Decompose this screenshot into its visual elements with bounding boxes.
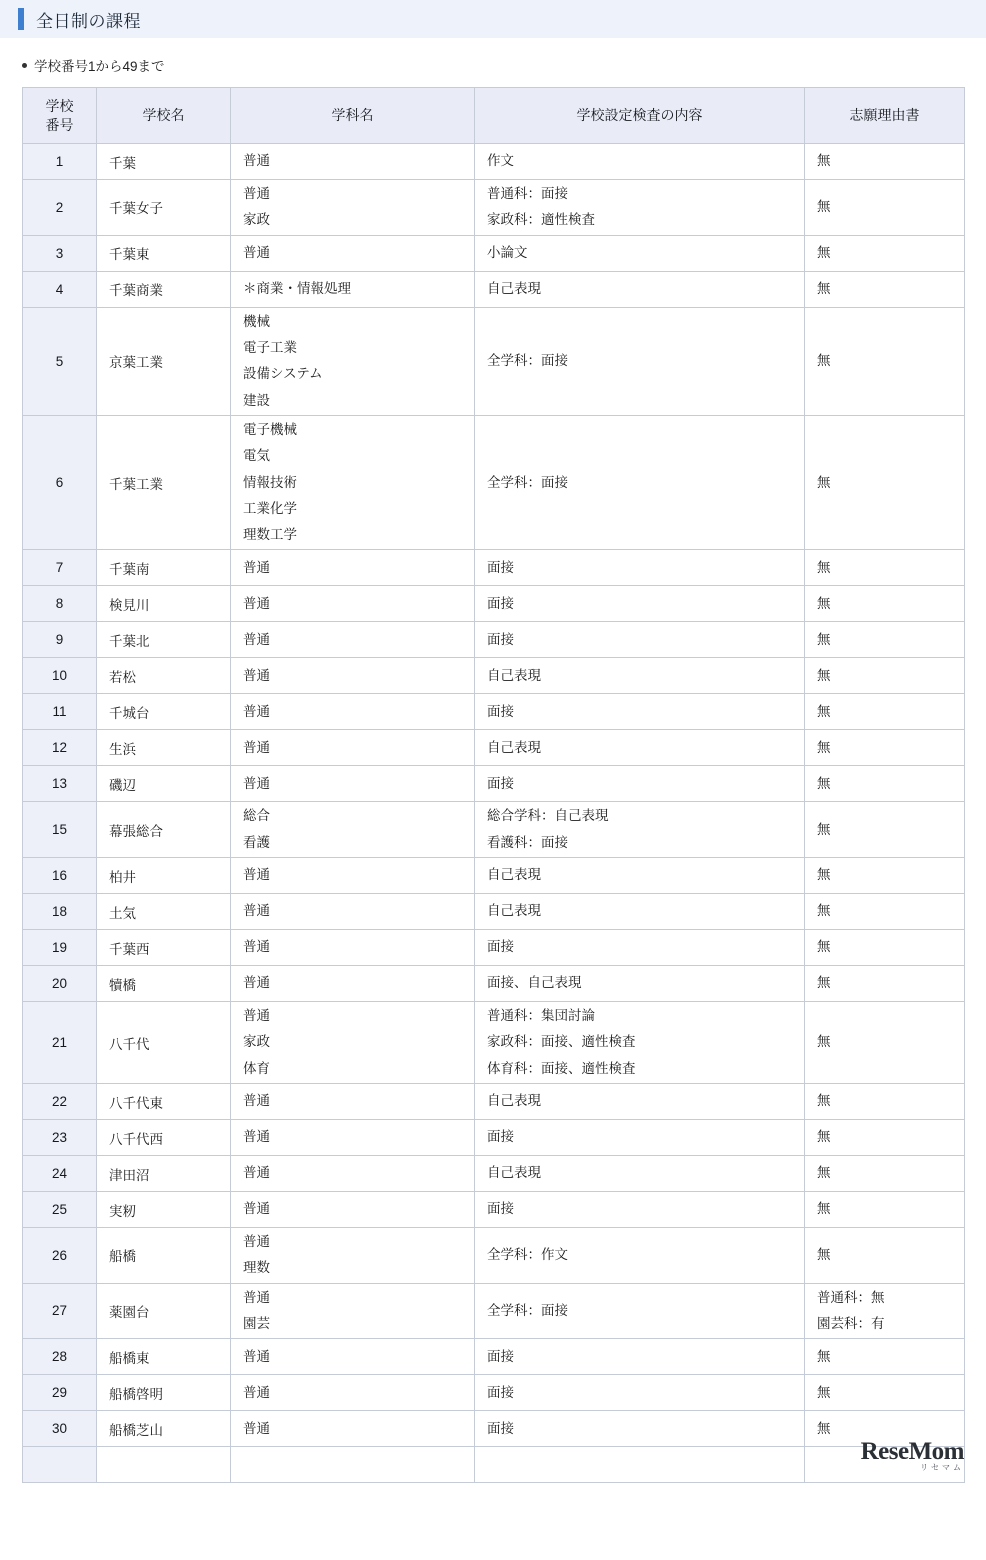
cell-exam-content-line: 総合学科：自己表現 — [487, 808, 609, 824]
cell-department-line: 園芸 — [243, 1315, 270, 1331]
cell-exam-content-line: 自己表現 — [487, 867, 541, 883]
cell-department-line: 普通 — [243, 1289, 270, 1305]
col-header-reason-document: 志願理由書 — [805, 88, 965, 144]
cell-department — [231, 1156, 475, 1192]
cell-reason-document-line: 無 — [817, 1093, 831, 1109]
cell-school-name: 幕張総合 — [97, 802, 231, 858]
cell-reason-document — [805, 550, 965, 586]
cell-department-line: 電子機械 — [243, 421, 297, 437]
cell-department — [231, 1339, 475, 1375]
cell-department-line: 普通 — [243, 153, 270, 169]
table-row — [23, 1084, 965, 1120]
cell-reason-document-line: 無 — [817, 1165, 831, 1181]
cell-exam-content-line: 全学科：面接 — [487, 474, 568, 490]
cell-school-number: 8 — [23, 586, 97, 622]
cell-reason-document-line: 無 — [817, 595, 831, 611]
cell-school-name: 千葉 — [97, 144, 231, 180]
cell-department — [231, 180, 475, 236]
cell-reason-document — [805, 235, 965, 271]
cell-reason-document — [805, 415, 965, 550]
cell-department-line: 理数 — [243, 1260, 270, 1276]
cell-department-line: 普通 — [243, 1201, 270, 1217]
cell-exam-content — [475, 307, 805, 415]
cell-department-line: 普通 — [243, 867, 270, 883]
cell-department-line: 電子工業 — [243, 339, 297, 355]
cell-reason-document — [805, 1228, 965, 1284]
cell-department-line: 家政 — [243, 212, 270, 228]
cell-school-name: 船橋啓明 — [97, 1375, 231, 1411]
cell-department — [231, 1084, 475, 1120]
cell-department-line: 情報技術 — [243, 474, 297, 490]
cell-department — [231, 802, 475, 858]
cell-school-number: 1 — [23, 144, 97, 180]
cell-department-line: 普通 — [243, 1348, 270, 1364]
table-row — [23, 1375, 965, 1411]
cell-exam-content-line: 面接 — [487, 1129, 514, 1145]
cell-school-name: 八千代東 — [97, 1084, 231, 1120]
cell-department — [231, 1411, 475, 1447]
cell-exam-content — [475, 802, 805, 858]
cell-exam-content-line: 面接 — [487, 1348, 514, 1364]
cell-exam-content — [475, 1156, 805, 1192]
cell-department-line: 普通 — [243, 631, 270, 647]
cell-school-name: 柏井 — [97, 858, 231, 894]
cell-exam-content — [475, 766, 805, 802]
cell-reason-document-line: 無 — [817, 199, 831, 215]
cell-exam-content — [475, 235, 805, 271]
logo-subtext: リセマム — [920, 1463, 964, 1473]
cell-department — [231, 966, 475, 1002]
cell-reason-document — [805, 144, 965, 180]
cell-reason-document-line: 無 — [817, 903, 831, 919]
cell-exam-content-line: 面接 — [487, 1420, 514, 1436]
cell-department-line: 普通 — [243, 975, 270, 991]
cell-department — [231, 858, 475, 894]
cell-reason-document — [805, 858, 965, 894]
cell-school-name: 土気 — [97, 894, 231, 930]
cell-department — [231, 144, 475, 180]
table-row — [23, 1228, 965, 1284]
cell-school-number: 4 — [23, 271, 97, 307]
cell-school-number: 19 — [23, 930, 97, 966]
table-row — [23, 550, 965, 586]
cell-exam-content — [475, 966, 805, 1002]
cell-reason-document-line: 無 — [817, 1129, 831, 1145]
cell-reason-document-line: 無 — [817, 559, 831, 575]
cell-school-name: 実籾 — [97, 1192, 231, 1228]
cell-school-number: 25 — [23, 1192, 97, 1228]
cell-exam-content-line: 作文 — [487, 153, 514, 169]
col-header-school-number-l1: 学校 — [45, 97, 74, 114]
cell-reason-document-line: 無 — [817, 1348, 831, 1364]
col-header-department: 学科名 — [231, 88, 475, 144]
col-header-school-name: 学校名 — [97, 88, 231, 144]
cell-school-number: 28 — [23, 1339, 97, 1375]
cell-department-line: ＊商業・情報処理 — [243, 280, 351, 296]
cell-exam-content-line: 面接 — [487, 703, 514, 719]
cell-department — [231, 930, 475, 966]
cell-department-line: 工業化学 — [243, 500, 297, 516]
cell-reason-document — [805, 586, 965, 622]
cell-exam-content — [475, 1192, 805, 1228]
cell-reason-document-line: 園芸科：有 — [817, 1315, 885, 1331]
table-row — [23, 1002, 965, 1084]
cell-reason-document-line: 無 — [817, 867, 831, 883]
cell-department — [231, 1120, 475, 1156]
cell-partial — [97, 1447, 231, 1483]
table-row — [23, 415, 965, 550]
table-row — [23, 1156, 965, 1192]
cell-school-name: 検見川 — [97, 586, 231, 622]
cell-school-number: 2 — [23, 180, 97, 236]
cell-reason-document — [805, 622, 965, 658]
cell-reason-document — [805, 1339, 965, 1375]
cell-exam-content-line: 体育科：面接、適性検査 — [487, 1060, 636, 1076]
table-row — [23, 1283, 965, 1339]
cell-reason-document — [805, 894, 965, 930]
cell-exam-content — [475, 1411, 805, 1447]
cell-department-line: 普通 — [243, 1129, 270, 1145]
cell-department — [231, 235, 475, 271]
cell-school-number: 22 — [23, 1084, 97, 1120]
cell-reason-document-line: 無 — [817, 775, 831, 791]
cell-school-number: 30 — [23, 1411, 97, 1447]
cell-department — [231, 271, 475, 307]
table-body — [23, 144, 965, 1483]
cell-school-number: 26 — [23, 1228, 97, 1284]
cell-school-name: 千葉女子 — [97, 180, 231, 236]
cell-school-name: 薬園台 — [97, 1283, 231, 1339]
table-row — [23, 930, 965, 966]
cell-school-name: 若松 — [97, 658, 231, 694]
cell-reason-document — [805, 1192, 965, 1228]
cell-reason-document — [805, 1002, 965, 1084]
cell-school-number: 18 — [23, 894, 97, 930]
cell-department — [231, 622, 475, 658]
table-row — [23, 1120, 965, 1156]
resemom-logo — [861, 1438, 964, 1473]
cell-reason-document — [805, 930, 965, 966]
cell-school-name: 千葉南 — [97, 550, 231, 586]
table-row — [23, 622, 965, 658]
cell-reason-document-line: 無 — [817, 821, 831, 837]
table-row — [23, 966, 965, 1002]
cell-exam-content-line: 小論文 — [487, 244, 528, 260]
cell-school-name: 磯辺 — [97, 766, 231, 802]
cell-exam-content — [475, 550, 805, 586]
cell-reason-document-line: 無 — [817, 1384, 831, 1400]
cell-department — [231, 586, 475, 622]
table-row — [23, 1192, 965, 1228]
cell-reason-document — [805, 1375, 965, 1411]
cell-reason-document-line: 無 — [817, 1034, 831, 1050]
cell-school-number: 7 — [23, 550, 97, 586]
cell-school-number: 3 — [23, 235, 97, 271]
cell-school-name: 京葉工業 — [97, 307, 231, 415]
table-row — [23, 180, 965, 236]
cell-department-line: 体育 — [243, 1060, 270, 1076]
cell-department-line: 電気 — [243, 448, 270, 464]
table-row — [23, 658, 965, 694]
cell-reason-document — [805, 1084, 965, 1120]
cell-reason-document-line: 無 — [817, 703, 831, 719]
cell-reason-document-line: 無 — [817, 667, 831, 683]
cell-department — [231, 894, 475, 930]
cell-department-line: 普通 — [243, 739, 270, 755]
cell-exam-content — [475, 622, 805, 658]
cell-exam-content — [475, 1339, 805, 1375]
note-line — [22, 55, 986, 75]
cell-exam-content-line: 面接 — [487, 939, 514, 955]
cell-department — [231, 694, 475, 730]
cell-reason-document-line: 無 — [817, 1201, 831, 1217]
cell-department — [231, 550, 475, 586]
cell-department — [231, 415, 475, 550]
cell-exam-content-line: 全学科：面接 — [487, 1302, 568, 1318]
cell-reason-document — [805, 658, 965, 694]
cell-school-name: 千葉東 — [97, 235, 231, 271]
table-row — [23, 802, 965, 858]
cell-school-name: 八千代西 — [97, 1120, 231, 1156]
cell-exam-content-line: 面接 — [487, 595, 514, 611]
cell-school-number: 27 — [23, 1283, 97, 1339]
cell-department-line: 理数工学 — [243, 527, 297, 543]
cell-reason-document-line: 無 — [817, 739, 831, 755]
cell-exam-content-line: 面接 — [487, 1384, 514, 1400]
cell-school-number: 23 — [23, 1120, 97, 1156]
cell-department-line: 総合 — [243, 808, 270, 824]
table-row — [23, 144, 965, 180]
cell-department-line: 普通 — [243, 667, 270, 683]
cell-exam-content-line: 自己表現 — [487, 739, 541, 755]
cell-school-number: 24 — [23, 1156, 97, 1192]
cell-department-line: 普通 — [243, 559, 270, 575]
cell-exam-content-line: 家政科：適性検査 — [487, 212, 595, 228]
table-row — [23, 730, 965, 766]
cell-department — [231, 1375, 475, 1411]
cell-exam-content — [475, 271, 805, 307]
cell-department — [231, 307, 475, 415]
table-row — [23, 694, 965, 730]
note-text: 学校番号1から49まで — [34, 59, 165, 74]
cell-school-name: 船橋東 — [97, 1339, 231, 1375]
cell-reason-document-line: 無 — [817, 1247, 831, 1263]
cell-exam-content — [475, 1375, 805, 1411]
table-row — [23, 235, 965, 271]
page-title: 全日制の課程 — [36, 11, 141, 31]
cell-exam-content-line: 自己表現 — [487, 903, 541, 919]
cell-exam-content — [475, 1228, 805, 1284]
cell-department-line: 普通 — [243, 1093, 270, 1109]
cell-exam-content — [475, 1120, 805, 1156]
cell-department-line: 設備システム — [243, 366, 323, 382]
cell-school-number: 6 — [23, 415, 97, 550]
cell-school-name: 津田沼 — [97, 1156, 231, 1192]
cell-school-number: 15 — [23, 802, 97, 858]
cell-reason-document-line: 無 — [817, 939, 831, 955]
cell-exam-content — [475, 694, 805, 730]
col-header-exam-content: 学校設定検査の内容 — [475, 88, 805, 144]
cell-exam-content — [475, 658, 805, 694]
cell-department-line: 建設 — [243, 392, 270, 408]
cell-exam-content — [475, 415, 805, 550]
cell-reason-document — [805, 1283, 965, 1339]
col-header-school-number — [23, 88, 97, 144]
cell-reason-document — [805, 271, 965, 307]
table-container — [0, 87, 986, 1483]
cell-reason-document — [805, 766, 965, 802]
cell-reason-document — [805, 966, 965, 1002]
cell-reason-document-line: 無 — [817, 1420, 831, 1436]
cell-school-number: 13 — [23, 766, 97, 802]
cell-exam-content — [475, 894, 805, 930]
table-row — [23, 307, 965, 415]
cell-school-name: 生浜 — [97, 730, 231, 766]
cell-exam-content-line: 面接 — [487, 559, 514, 575]
cell-department-line: 普通 — [243, 186, 270, 201]
cell-department-line: 普通 — [243, 703, 270, 719]
table-row — [23, 1411, 965, 1447]
cell-school-name: 八千代 — [97, 1002, 231, 1084]
cell-exam-content-line: 面接 — [487, 775, 514, 791]
cell-reason-document-line: 無 — [817, 280, 831, 296]
cell-department-line: 普通 — [243, 1165, 270, 1181]
cell-school-number: 10 — [23, 658, 97, 694]
cell-department-line: 普通 — [243, 595, 270, 611]
cell-department-line: 機械 — [243, 313, 270, 329]
cell-exam-content-line: 面接、自己表現 — [487, 975, 582, 991]
cell-exam-content — [475, 180, 805, 236]
cell-reason-document — [805, 180, 965, 236]
cell-school-name: 千葉西 — [97, 930, 231, 966]
cell-school-number: 20 — [23, 966, 97, 1002]
cell-reason-document — [805, 307, 965, 415]
cell-exam-content — [475, 144, 805, 180]
cell-department-line: 普通 — [243, 775, 270, 791]
cell-department — [231, 766, 475, 802]
bullet-icon — [22, 63, 27, 68]
col-header-school-number-l2: 番号 — [45, 116, 74, 133]
cell-exam-content — [475, 1084, 805, 1120]
cell-exam-content — [475, 1002, 805, 1084]
accent-bar-icon — [18, 8, 24, 30]
cell-department — [231, 730, 475, 766]
cell-exam-content — [475, 730, 805, 766]
table-row — [23, 1339, 965, 1375]
cell-reason-document — [805, 730, 965, 766]
cell-reason-document-line: 無 — [817, 353, 831, 369]
cell-school-number: 16 — [23, 858, 97, 894]
cell-exam-content-line: 自己表現 — [487, 280, 541, 296]
cell-reason-document — [805, 1120, 965, 1156]
logo-wordmark: ReseMom — [860, 1438, 964, 1466]
cell-school-name: 犢橋 — [97, 966, 231, 1002]
cell-school-number: 11 — [23, 694, 97, 730]
cell-school-number: 29 — [23, 1375, 97, 1411]
cell-department — [231, 1192, 475, 1228]
cell-partial — [231, 1447, 475, 1483]
table-row — [23, 858, 965, 894]
cell-school-name: 千葉北 — [97, 622, 231, 658]
cell-department — [231, 1228, 475, 1284]
cell-exam-content-line: 自己表現 — [487, 667, 541, 683]
cell-exam-content — [475, 930, 805, 966]
cell-department-line: 普通 — [243, 244, 270, 260]
cell-exam-content-line: 普通科：集団討論 — [487, 1008, 595, 1024]
cell-exam-content-line: 自己表現 — [487, 1165, 541, 1181]
cell-department-line: 普通 — [243, 939, 270, 955]
table-row — [23, 766, 965, 802]
cell-exam-content-line: 面接 — [487, 631, 514, 647]
cell-department-line: 普通 — [243, 1420, 270, 1436]
table-row — [23, 894, 965, 930]
schools-table — [22, 87, 965, 1483]
cell-school-name: 千葉工業 — [97, 415, 231, 550]
cell-reason-document-line: 無 — [817, 244, 831, 260]
cell-exam-content-line: 自己表現 — [487, 1093, 541, 1109]
cell-exam-content-line: 全学科：面接 — [487, 353, 568, 369]
cell-department-line: 普通 — [243, 1008, 270, 1024]
cell-exam-content-line: 面接 — [487, 1201, 514, 1217]
cell-exam-content — [475, 1283, 805, 1339]
cell-exam-content-line: 家政科：面接、適性検査 — [487, 1034, 636, 1050]
cell-department — [231, 658, 475, 694]
cell-department-line: 家政 — [243, 1034, 270, 1050]
cell-school-name: 千城台 — [97, 694, 231, 730]
cell-reason-document — [805, 802, 965, 858]
cell-reason-document-line: 無 — [817, 631, 831, 647]
cell-school-number: 12 — [23, 730, 97, 766]
cell-department-line: 普通 — [243, 1234, 270, 1249]
cell-exam-content-line: 普通科：面接 — [487, 186, 568, 201]
cell-reason-document-line: 無 — [817, 153, 831, 169]
cell-reason-document — [805, 694, 965, 730]
cell-school-number: 9 — [23, 622, 97, 658]
cell-department — [231, 1283, 475, 1339]
cell-department-line: 看護 — [243, 834, 270, 850]
cell-department-line: 普通 — [243, 903, 270, 919]
cell-exam-content-line: 看護科：面接 — [487, 834, 568, 850]
section-header — [0, 0, 986, 38]
table-header-row — [23, 88, 965, 144]
cell-exam-content — [475, 586, 805, 622]
table-row — [23, 271, 965, 307]
cell-school-number: 5 — [23, 307, 97, 415]
table-row-partial — [23, 1447, 965, 1483]
cell-reason-document-line: 無 — [817, 474, 831, 490]
table-row — [23, 586, 965, 622]
cell-exam-content-line: 全学科：作文 — [487, 1247, 568, 1263]
cell-exam-content — [475, 858, 805, 894]
cell-partial — [23, 1447, 97, 1483]
cell-reason-document-line: 無 — [817, 975, 831, 991]
cell-reason-document — [805, 1156, 965, 1192]
cell-department — [231, 1002, 475, 1084]
cell-reason-document-line: 普通科：無 — [817, 1289, 885, 1305]
cell-school-name: 千葉商業 — [97, 271, 231, 307]
cell-department-line: 普通 — [243, 1384, 270, 1400]
cell-school-name: 船橋 — [97, 1228, 231, 1284]
cell-school-number: 21 — [23, 1002, 97, 1084]
cell-school-name: 船橋芝山 — [97, 1411, 231, 1447]
cell-partial — [475, 1447, 805, 1483]
